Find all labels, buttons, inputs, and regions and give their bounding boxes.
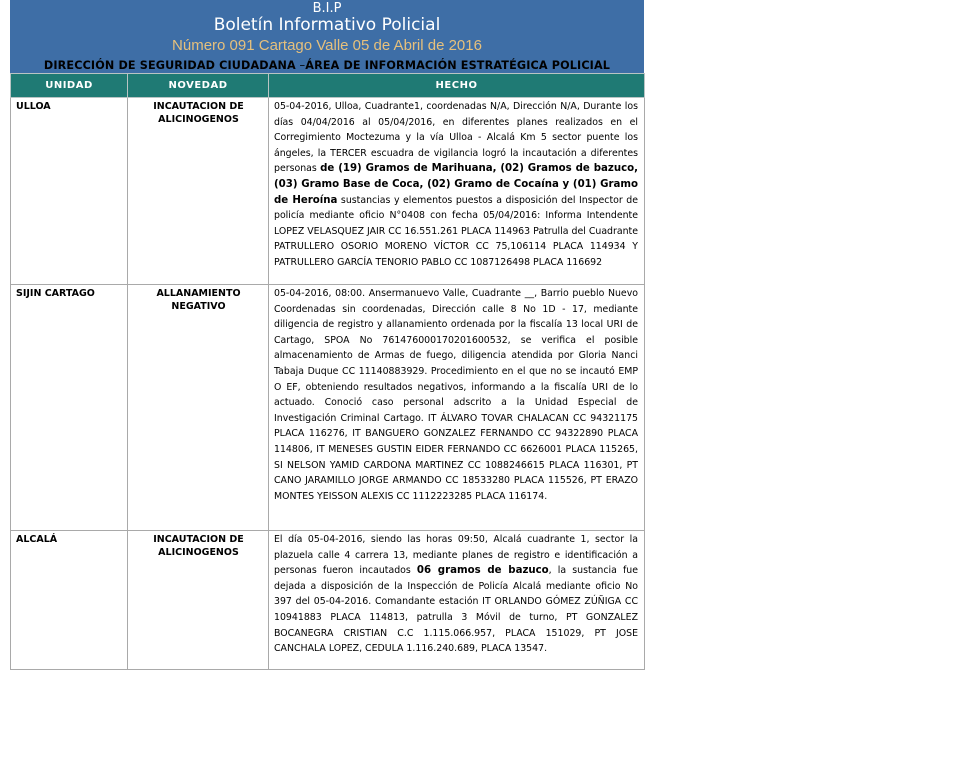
row-unidad: ULLOA [11, 98, 128, 285]
bulletin-number-line: Número 091 Cartago Valle 05 de Abril de 2016 [172, 37, 482, 54]
row-hecho [269, 285, 645, 531]
direction-name: DIRECCIÓN DE SEGURIDAD CIUDADANA [43, 59, 296, 72]
row-novedad: INCAUTACION DE ALICINOGENOS [128, 98, 269, 285]
hecho-highlight: 06 gramos de bazuco [416, 565, 549, 577]
hecho-text: 05-04-2016, 08:00. Ansermanuevo Valle, Cuadrante __, Barrio pueblo Nuevo Coordenadas sin coordenadas, Dirección calle 8 No 1D - 17, mediante diligencia de registro y allanamiento ordenada por la fiscalía 13 local URI de Cartago, SPOA No 761476000170201600532, se verifica el posible almacenamiento de Armas de fuego, diligencia atendida por Gloria Nanci Tabaja Duque CC 11140883929. Procedimiento en el que no se incautó EMP O EF, obteniendo resultados negativos, informando a la fiscalía URI de lo actuado. Conoció caso personal adscrito a la Unidad Especial de Investigación Criminal Cartago. IT ÁLVARO TOVAR CHALACAN CC 94321175 PLACA 116276, IT BANGUERO GONZALEZ FERNANDO CC 94322890 PLACA 114806, IT MENESES GUSTIN EIDER FERNANDO CC 6626001 PLACA 115265, SI NELSON YAMID CARDONA MARTINEZ CC 1088246615 PLACA 116301, PT CANO JARAMILLO JORGE ARMANDO CC 18533280 PLACA 115526, PT ERAZO MONTES YEISSON ALEXIS CC 1112223285 PLACA 116174. [274, 288, 638, 502]
bip-label: B.I.P [312, 1, 342, 16]
column-header-novedad: NOVEDAD [128, 74, 269, 98]
row-hecho [269, 98, 645, 285]
direction-line [10, 59, 644, 72]
bulletin-title: Boletín Informativo Policial [213, 15, 441, 35]
hecho-text: , la sustancia fue dejada a disposición de la Inspección de Policía Alcalá mediante oficio No 397 del 05-04-2016. Comandante estación IT ORLANDO GÓMEZ ZÚÑIGA CC 10941883 PLACA 114813, patrulla 3 Móvil de turno, PT GONZALEZ BOCANEGRA CRISTIAN C.C 1.115.066.957, PLACA 151029, PT JOSE CANCHALA LOPEZ, CEDULA 1.116.240.689, PLACA 13547. [274, 565, 639, 655]
report-table [10, 73, 645, 670]
table-row [11, 285, 645, 531]
column-header-hecho: HECHO [269, 74, 645, 98]
direction-separator: – [295, 59, 306, 72]
hecho-text: 05-04-2016, Ulloa, Cuadrante1, coordenadas N/A, Dirección N/A, Durante los días 04/04/2016 al 05/04/2016, en diferentes planes realizados en el Corregimiento Moctezuma y la vía Ulloa - Alcalá Km 5 sector puente los ángeles, la TERCER escuadra de vigilancia logró la incautación a diferentes personas [274, 101, 638, 175]
hecho-highlight: de (19) Gramos de Marihuana, (02) Gramos de bazuco, (03) Gramo Base de Coca, (02) Gramo de Cocaína y (01) Gramo de Heroína [274, 163, 638, 206]
table-row [11, 531, 645, 670]
hecho-text: El día 05-04-2016, siendo las horas 09:50, Alcalá cuadrante 1, sector la plazuela calle 4 carrera 13, mediante planes de registro e identificación a personas fueron incautados [274, 534, 638, 577]
row-novedad: ALLANAMIENTO NEGATIVO [128, 285, 269, 531]
row-unidad: SIJIN CARTAGO [11, 285, 128, 531]
row-unidad: ALCALÁ [11, 531, 128, 670]
bulletin-sheet [10, 0, 644, 670]
table-header-row [11, 74, 645, 98]
row-hecho [269, 531, 645, 670]
table-row [11, 98, 645, 285]
area-name: ÁREA DE INFORMACIÓN ESTRATÉGICA POLICIAL [305, 59, 611, 72]
bulletin-header [10, 0, 644, 73]
hecho-text: sustancias y elementos puestos a disposición del Inspector de policía mediante oficio N°0408 con fecha 05/04/2016: Informa Intendente LOPEZ VELASQUEZ JAIR CC 16.551.261 PLACA 114963 Patrulla del Cuadrante PATRULLERO OSORIO MORENO VÍCTOR CC 75,106114 PLACA 114934 Y PATRULLERO GARCÍA TENORIO PABLO CC 1087126498 PLACA 116692 [274, 194, 638, 268]
column-header-unidad: UNIDAD [11, 74, 128, 98]
row-novedad: INCAUTACION DE ALICINOGENOS [128, 531, 269, 670]
